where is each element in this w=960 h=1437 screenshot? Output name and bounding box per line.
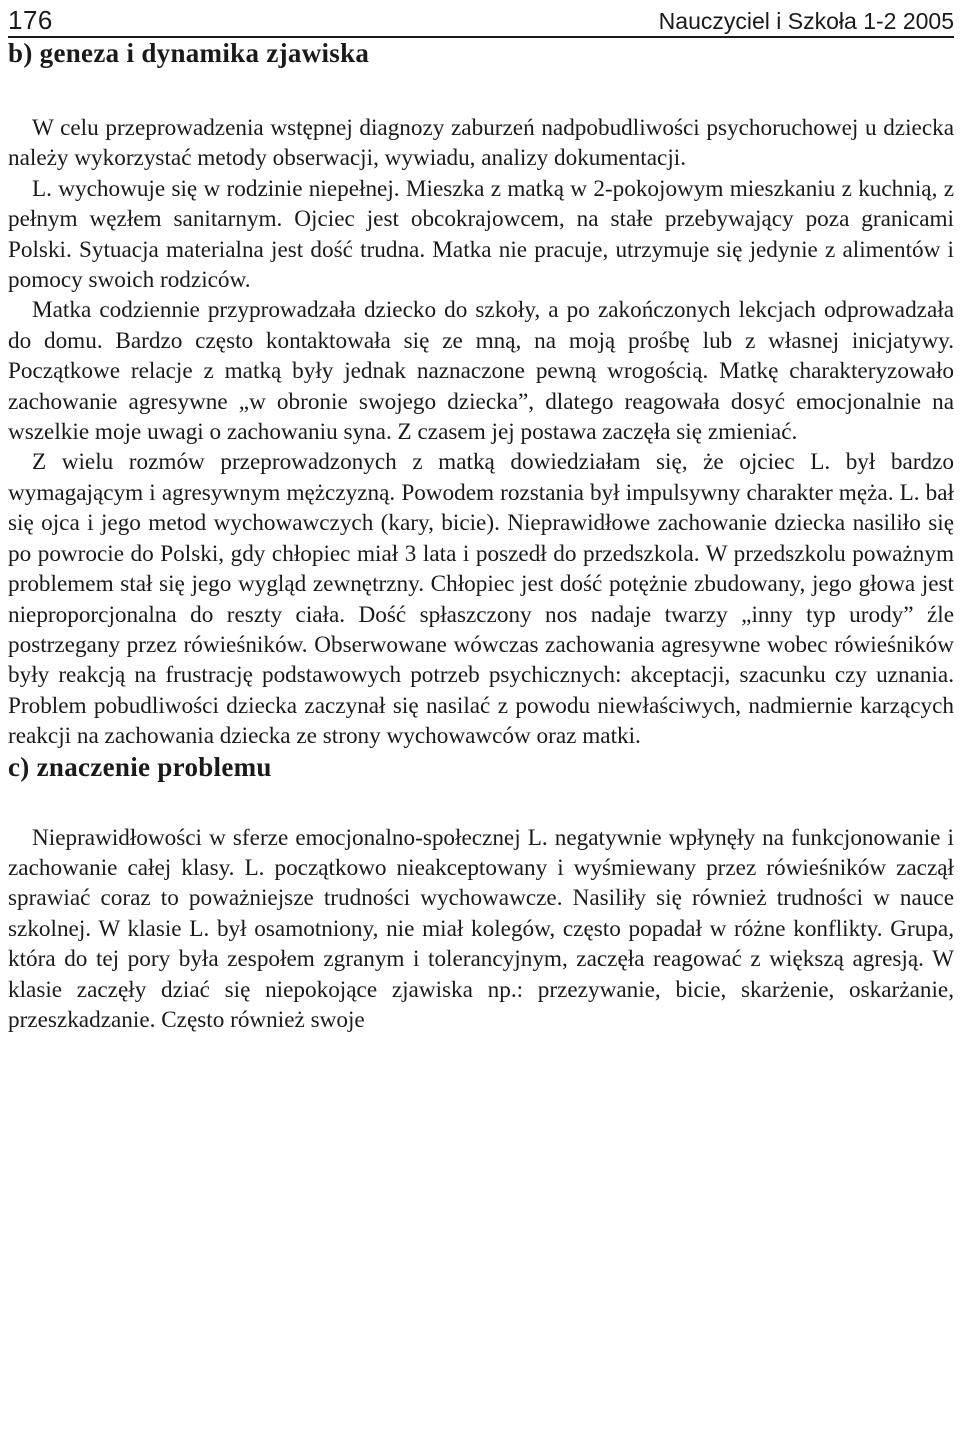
paragraph: Z wielu rozmów przeprowadzonych z matką dowiedziałam się, że ojciec L. był bardzo wymagającym i agresywnym mężczyzną. Powodem rozstania był impulsywny charakter męża. L. bał się ojca i jego metod wychowawczych (kary, bicie). Nieprawidłowe zachowanie dziecka nasiliło się po powrocie do Polski, gdy chłopiec miał 3 lata i poszedł do przedszkola. W przedszkolu poważnym problemem stał się jego wygląd zewnętrzny. Chłopiec jest dość potężnie zbudowany, jego głowa jest nieproporcjonalna do reszty ciała. Dość spłaszczony nos nadaje twarzy „inny typ urody” źle postrzegany przez rówieśników. Obserwowane wówczas zachowania agresywne wobec rówieśników były reakcją na frustrację podstawowych potrzeb psychicznych: akceptacji, szacunku czy uznania. Problem pobudliwości dziecka zaczynał się nasilać z powodu niewłaściwych, nadmiernie karzących reakcji na zachowania dziecka ze strony wychowawców oraz matki. (8, 449, 954, 750)
paragraph: L. wychowuje się w rodzinie niepełnej. Mieszka z matką w 2-pokojowym mieszkaniu z kuchnią, z pełnym węzłem sanitarnym. Ojciec jest obcokrajowcem, na stałe przebywający poza granicami Polski. Sytuacja materialna jest dość trudna. Matka nie pracuje, utrzymuje się jedynie z alimentów i pomocy swoich rodziców. (8, 175, 954, 294)
journal-title: Nauczyciel i Szkoła 1-2 2005 (658, 8, 954, 34)
section-b-body (8, 113, 954, 752)
section-c-body (8, 823, 954, 1036)
paragraph: W celu przeprowadzenia wstępnej diagnozy zaburzeń nadpobudliwości psychoruchowej u dziecka należy wykorzystać metody obserwacji, wywiadu, analizy dokumentacji. (8, 115, 954, 172)
paragraph: Matka codziennie przyprowadzała dziecko do szkoły, a po zakończonych lekcjach odprowadzała do domu. Bardzo często kontaktowała się ze mną, na moją prośbę lub z własnej inicjatywy. Początkowe relacje z matką były jednak naznaczone pewną wrogością. Matkę charakteryzowało zachowanie agresywne „w obronie swojego dziecka”, dlatego reagowała dosyć emocjonalnie na wszelkie moje uwagi o zachowaniu syna. Z czasem jej postawa zaczęła się zmieniać. (8, 297, 954, 446)
paragraph: Nieprawidłowości w sferze emocjonalno-społecznej L. negatywnie wpłynęły na funkcjonowanie i zachowanie całej klasy. L. początkowo nieakceptowany i wyśmiewany przez rówieśników zaczął sprawiać coraz to poważniejsze trudności wychowawcze. Nasiliły się również trudności w nauce szkolnej. W klasie L. był osamotniony, nie miał kolegów, często popadał w różne konflikty. Grupa, która do tej pory była zespołem zgranym i tolerancyjnym, zaczęła reagować z większą agresją. W klasie zaczęły dziać się niepokojące zjawiska np.: przezywanie, bicie, skarżenie, oskarżanie, przeszkadzanie. Często również swoje (8, 824, 954, 1033)
section-heading-c: c) znaczenie problemu (8, 751, 272, 782)
page-number: 176 (8, 5, 53, 35)
section-heading-b: b) geneza i dynamika zjawiska (8, 38, 370, 68)
running-header (8, 0, 954, 38)
